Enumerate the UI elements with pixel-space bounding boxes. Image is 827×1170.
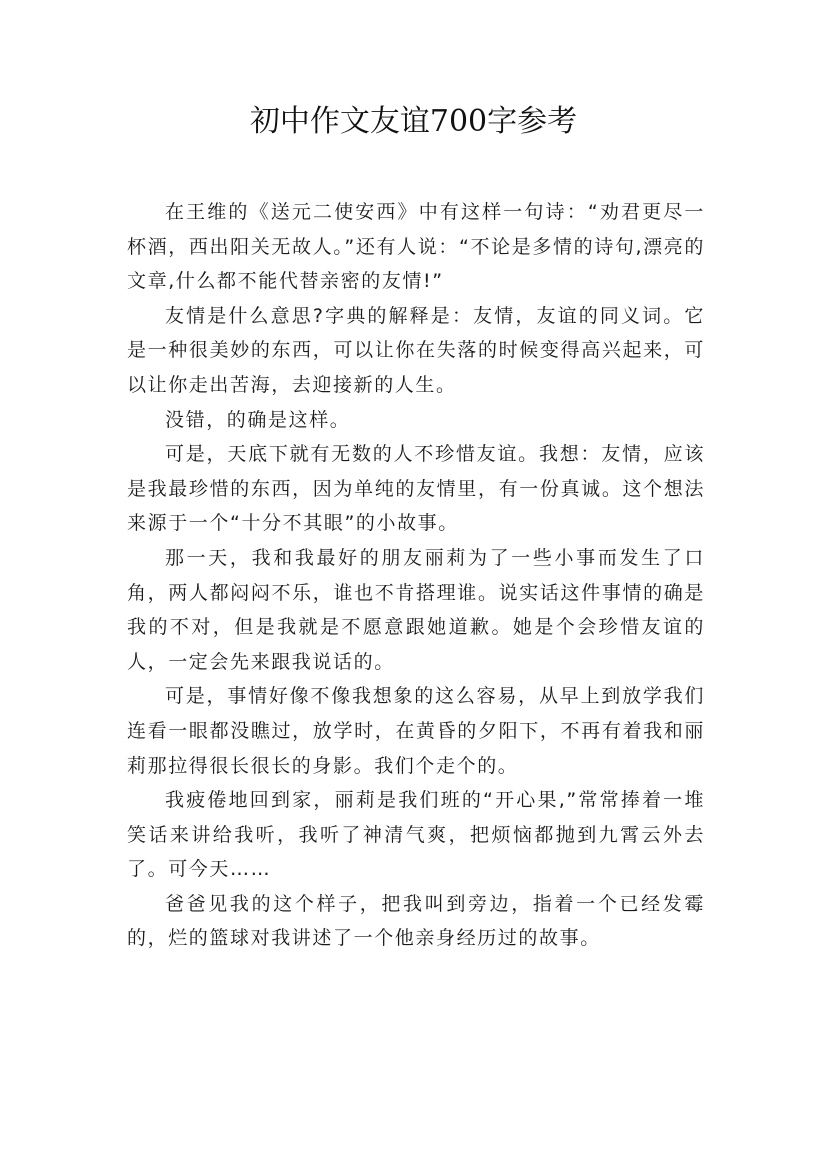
paragraph: 爸爸见我的这个样子，把我叫到旁边，指着一个已经发霉的，烂的篮球对我讲述了一个他亲身经历过的故事。 — [127, 892, 705, 950]
document-body — [127, 195, 705, 956]
paragraph: 我疲倦地回到家，丽莉是我们班的“开心果,”常常捧着一堆笑话来讲给我听，我听了神清气爽，把烦恼都抛到九霄云外去了。可今天…… — [127, 789, 705, 881]
paragraph: 可是，事情好像不像我想象的这么容易，从早上到放学我们连看一眼都没瞧过，放学时，在黄昏的夕阳下，不再有着我和丽莉那拉得很长很长的身影。我们个走个的。 — [127, 685, 705, 777]
paragraph: 没错，的确是这样。 — [165, 408, 351, 431]
paragraph: 在王维的《送元二使安西》中有这样一句诗：“劝君更尽一杯酒，西出阳关无故人。”还有人说：“不论是多情的诗句,漂亮的文章,什么都不能代替亲密的友情!” — [127, 201, 705, 293]
paragraph: 可是，天底下就有无数的人不珍惜友谊。我想：友情，应该是我最珍惜的东西，因为单纯的友情里，有一份真诚。这个想法来源于一个“十分不其眼”的小故事。 — [127, 443, 705, 535]
paragraph: 那一天，我和我最好的朋友丽莉为了一些小事而发生了口角，两人都闷闷不乐，谁也不肯搭理谁。说实话这件事情的确是我的不对，但是我就是不愿意跟她道歉。她是个会珍惜友谊的人，一定会先来跟我说话的。 — [127, 546, 705, 673]
document-title: 初中作文友谊700字参考 — [249, 104, 578, 139]
paragraph: 友情是什么意思?字典的解释是：友情，友谊的同义词。它是一种很美妙的东西，可以让你在失落的时候变得高兴起来，可以让你走出苦海，去迎接新的人生。 — [127, 304, 705, 396]
